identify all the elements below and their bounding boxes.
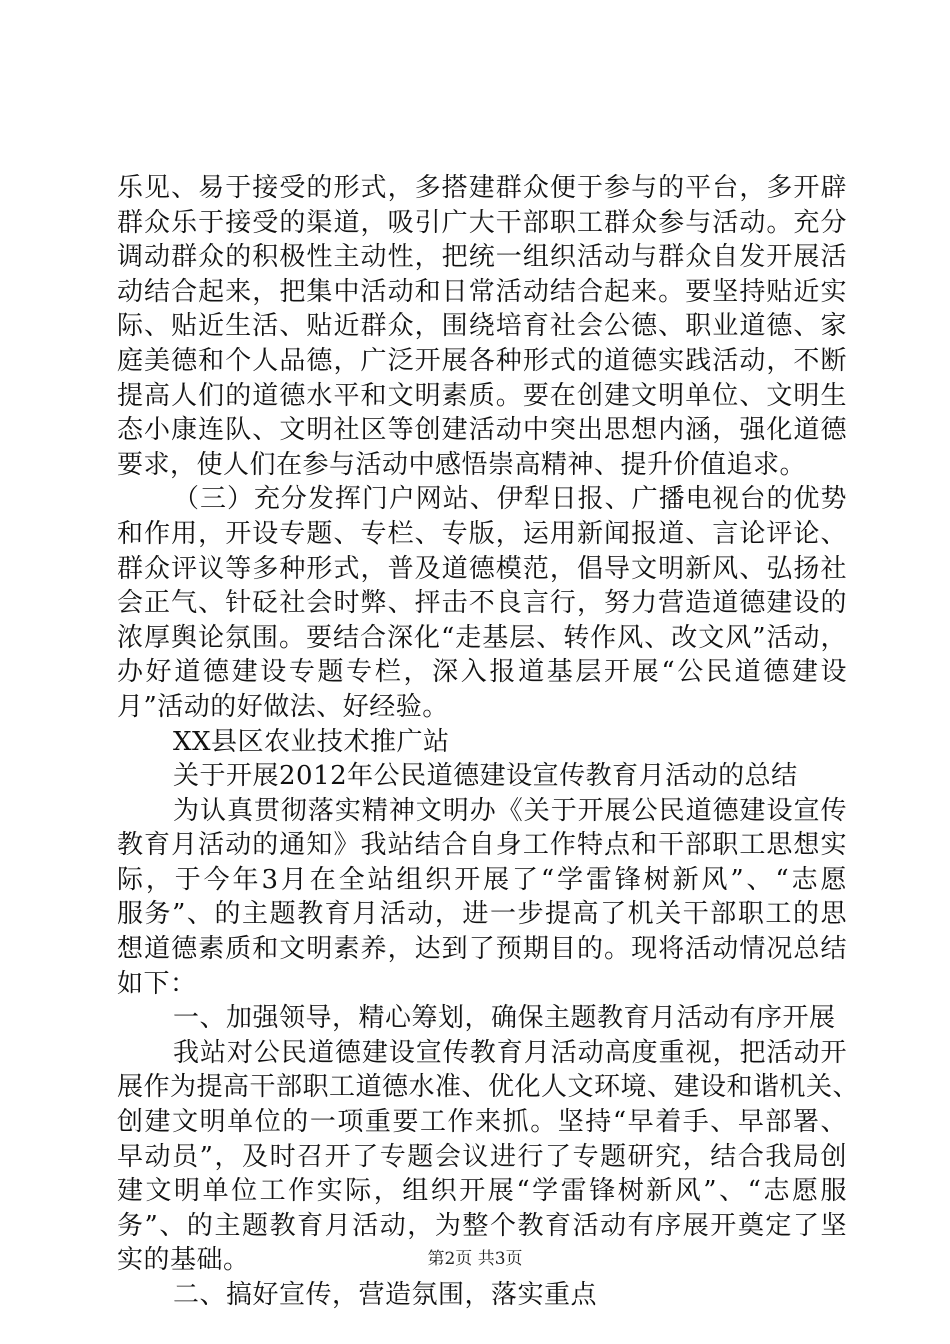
organization-name: XX县区农业技术推广站 bbox=[173, 726, 450, 757]
text-line: 建文明单位工作实际，组织开展“学雷锋树新风”、“志愿服 bbox=[117, 1176, 847, 1207]
text-line: 要求，使人们在参与活动中感悟崇高精神、提升价值追求。 bbox=[117, 449, 807, 480]
page-number-footer: 第2页 共3页 bbox=[427, 1249, 523, 1269]
paragraph-start-line: 我站对公民道德建设宣传教育月活动高度重视，把活动开 bbox=[173, 1037, 847, 1068]
text-line: 调动群众的积极性主动性，把统一组织活动与群众自发开展活 bbox=[117, 242, 847, 273]
text-line: 创建文明单位的一项重要工作来抓。坚持“早着手、早部署、 bbox=[117, 1107, 847, 1138]
text-line: 态小康连队、文明社区等创建活动中突出思想内涵，强化道德 bbox=[117, 415, 847, 446]
text-line: 如下： bbox=[117, 968, 197, 999]
text-line: 动结合起来，把集中活动和日常活动结合起来。要坚持贴近实 bbox=[117, 276, 847, 307]
text-line: 教育月活动的通知》我站结合自身工作特点和干部职工思想实 bbox=[117, 830, 847, 861]
text-line: 和作用，开设专题、专栏、专版，运用新闻报道、言论评论、 bbox=[117, 518, 847, 549]
text-line: 乐见、易于接受的形式，多搭建群众便于参与的平台，多开辟 bbox=[117, 173, 847, 203]
text-line: 群众乐于接受的渠道，吸引广大干部职工群众参与活动。充分 bbox=[117, 207, 847, 238]
text-line: 会正气、针砭社会时弊、抨击不良言行，努力营造道德建设的 bbox=[117, 588, 847, 619]
text-line: 月”活动的好做法、好经验。 bbox=[117, 691, 449, 722]
text-line: 群众评议等多种形式，普及道德模范，倡导文明新风、弘扬社 bbox=[117, 553, 847, 584]
text-line: 际，于今年3月在全站组织开展了“学雷锋树新风”、“志愿 bbox=[117, 864, 847, 895]
text-line: 庭美德和个人品德，广泛开展各种形式的道德实践活动，不断 bbox=[117, 345, 847, 376]
text-line: 展作为提高干部职工道德水准、优化人文环境、建设和谐机关、 bbox=[117, 1072, 860, 1103]
text-line: 服务”、的主题教育月活动，进一步提高了机关干部职工的思 bbox=[117, 899, 847, 930]
text-line: 想道德素质和文明素养，达到了预期目的。现将活动情况总结 bbox=[117, 934, 847, 965]
text-line: 务”、的主题教育月活动，为整个教育活动有序展开奠定了坚 bbox=[117, 1210, 847, 1241]
text-line: 实的基础。 bbox=[117, 1245, 250, 1276]
text-line: 办好道德建设专题专栏，深入报道基层开展“公民道德建设 bbox=[117, 657, 847, 688]
document-title: 关于开展2012年公民道德建设宣传教育月活动的总结 bbox=[173, 761, 798, 792]
text-line: 浓厚舆论氛围。要结合深化“走基层、转作风、改文风”活动， bbox=[117, 622, 847, 653]
section-heading: 一、加强领导，精心筹划，确保主题教育月活动有序开展 bbox=[173, 1003, 836, 1034]
document-body bbox=[117, 171, 860, 1313]
text-line: 际、贴近生活、贴近群众，围绕培育社会公德、职业道德、家 bbox=[117, 311, 847, 342]
paragraph-start-line: （三）充分发挥门户网站、伊犁日报、广播电视台的优势 bbox=[173, 484, 847, 515]
text-line: 早动员”，及时召开了专题会议进行了专题研究，结合我局创 bbox=[117, 1141, 847, 1172]
paragraph-start-line: 为认真贯彻落实精神文明办《关于开展公民道德建设宣传 bbox=[173, 795, 847, 826]
text-line: 提高人们的道德水平和文明素质。要在创建文明单位、文明生 bbox=[117, 380, 847, 411]
section-heading: 二、搞好宣传，营造氛围，落实重点 bbox=[173, 1280, 598, 1310]
